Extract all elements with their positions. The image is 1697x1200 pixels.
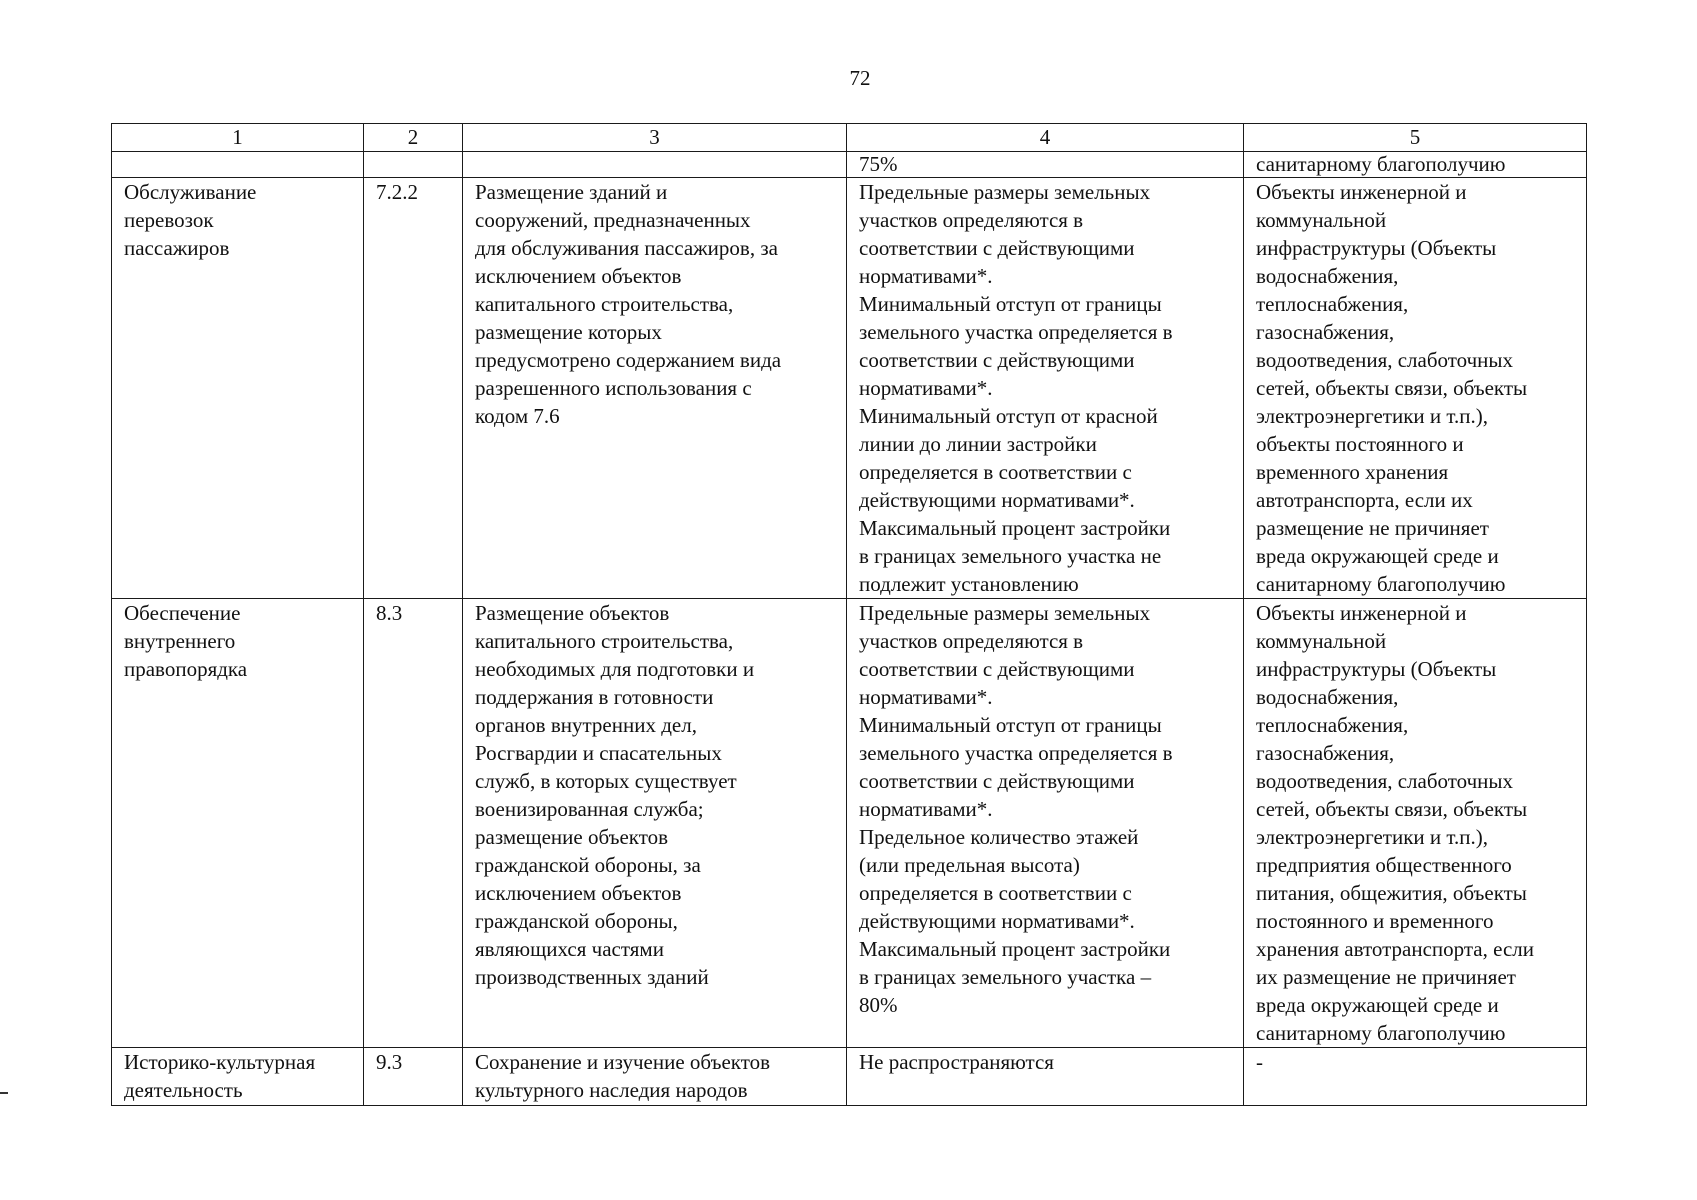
continuation-row bbox=[112, 152, 1587, 178]
parameters-cell: Не распространяются bbox=[847, 1048, 1244, 1106]
use-code-cell: 8.3 bbox=[364, 599, 463, 1048]
use-description-cell: Сохранение и изучение объектов культурного наследия народов bbox=[463, 1048, 847, 1106]
column-number-cell: 1 bbox=[112, 124, 364, 152]
use-description-cell: Размещение зданий и сооружений, предназначенных для обслуживания пассажиров, за исключением объектов капитального строительства, размещение которых предусмотрено содержанием вида разрешенного использования с кодом 7.6 bbox=[463, 178, 847, 599]
parameters-cell: Предельные размеры земельных участков определяются в соответствии с действующими нормативами*. Минимальный отступ от границы земельного участка определяется в соответствии с действующими нормативами*. Предельное количество этажей (или предельная высота) определяется в соответствии с действующими нормативами*. Максимальный процент застройки в границах земельного участка – 80% bbox=[847, 599, 1244, 1048]
use-name-cell: Обеспечение внутреннего правопорядка bbox=[112, 599, 364, 1048]
continuation-cell bbox=[364, 152, 463, 178]
column-number-cell: 2 bbox=[364, 124, 463, 152]
continuation-cell bbox=[463, 152, 847, 178]
use-description-cell: Размещение объектов капитального строительства, необходимых для подготовки и поддержания в готовности органов внутренних дел, Росгвардии и спасательных служб, в которых существует военизированная служба; размещение объектов гражданской обороны, за исключением объектов гражданской обороны, являющихся частями производственных зданий bbox=[463, 599, 847, 1048]
continuation-cell: санитарному благополучию bbox=[1244, 152, 1587, 178]
page-number: 72 bbox=[849, 66, 871, 90]
ancillary-uses-cell: Объекты инженерной и коммунальной инфраструктуры (Объекты водоснабжения, теплоснабжения, газоснабжения, водоотведения, слаботочных сетей, объекты связи, объекты электроэнергетики и т.п.), объекты постоянного и временного хранения автотранспорта, если их размещение не причиняет вреда окружающей среде и санитарному благополучию bbox=[1244, 178, 1587, 599]
continuation-cell bbox=[112, 152, 364, 178]
column-number-row bbox=[112, 124, 1587, 152]
ancillary-uses-cell: - bbox=[1244, 1048, 1587, 1106]
column-number-cell: 4 bbox=[847, 124, 1244, 152]
use-code-cell: 7.2.2 bbox=[364, 178, 463, 599]
table-row bbox=[112, 1048, 1587, 1106]
parameters-cell: Предельные размеры земельных участков определяются в соответствии с действующими нормативами*. Минимальный отступ от границы земельного участка определяется в соответствии с действующими нормативами*. Минимальный отступ от красной линии до линии застройки определяется в соответствии с действующими нормативами*. Максимальный процент застройки в границах земельного участка не подлежит установлению bbox=[847, 178, 1244, 599]
ancillary-uses-cell: Объекты инженерной и коммунальной инфраструктуры (Объекты водоснабжения, теплоснабжения, газоснабжения, водоотведения, слаботочных сетей, объекты связи, объекты электроэнергетики и т.п.), предприятия общественного питания, общежития, объекты постоянного и временного хранения автотранспорта, если их размещение не причиняет вреда окружающей среде и санитарному благополучию bbox=[1244, 599, 1587, 1048]
use-name-cell: Обслуживание перевозок пассажиров bbox=[112, 178, 364, 599]
regulation-table bbox=[111, 123, 1587, 1106]
table-row bbox=[112, 599, 1587, 1048]
continuation-cell: 75% bbox=[847, 152, 1244, 178]
table-row bbox=[112, 178, 1587, 599]
use-name-cell: Историко-культурная деятельность bbox=[112, 1048, 364, 1106]
column-number-cell: 3 bbox=[463, 124, 847, 152]
use-code-cell: 9.3 bbox=[364, 1048, 463, 1106]
column-number-cell: 5 bbox=[1244, 124, 1587, 152]
margin-mark bbox=[0, 1092, 8, 1094]
